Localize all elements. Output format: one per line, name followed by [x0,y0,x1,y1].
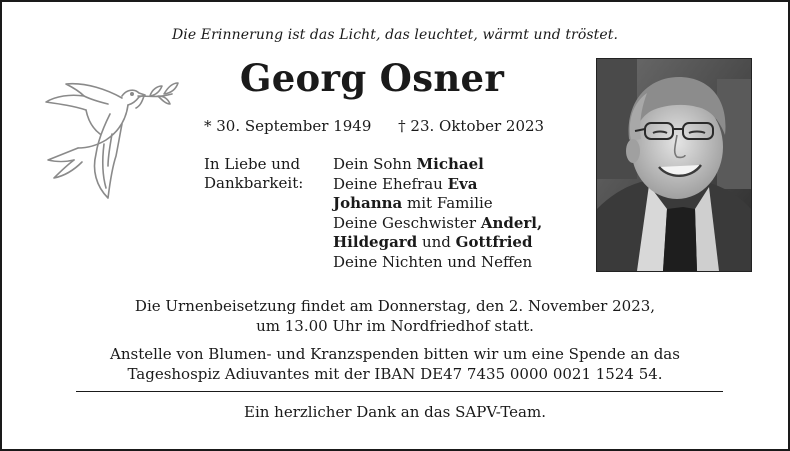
dedication-label [204,155,303,193]
dedication-label-line: In Liebe und [204,155,301,173]
donation-request: Anstelle von Blumen- und Kranzspenden bitten wir um eine Spende an das Tageshospiz Adiuvantes mit der IBAN DE47 7435 0000 0021 1524 54. [110,345,680,383]
mourner-line: Deine Geschwister Anderl, [333,213,543,232]
mourners-list [333,155,542,273]
divider-line [76,391,723,392]
mourner-line: Deine Ehefrau Eva [333,174,478,193]
life-dates [204,117,544,135]
dove-icon [26,74,186,214]
birth-date: * 30. September 1949 [204,117,372,135]
urn-burial-info: Die Urnenbeisetzung findet am Donnerstag, den 2. November 2023, um 13.00 Uhr im Nordfriedhof statt. [134,297,656,335]
motto: Die Erinnerung ist das Licht, das leuchtet, wärmt und tröstet. [171,27,619,43]
death-date: † 23. Oktober 2023 [398,117,545,135]
mourner-line: Deine Nichten und Neffen [333,252,533,271]
mourner-line: Johanna mit Familie [333,194,493,213]
thanks-note: Ein herzlicher Dank an das SAPV-Team. [244,403,546,421]
deceased-name: Georg Osner [239,56,505,100]
mourner-line: Hildegard und Gottfried [333,233,533,252]
portrait-photo [596,58,752,272]
mourner-line: Dein Sohn Michael [333,155,484,173]
dedication-label-line: Dankbarkeit: [204,174,304,192]
